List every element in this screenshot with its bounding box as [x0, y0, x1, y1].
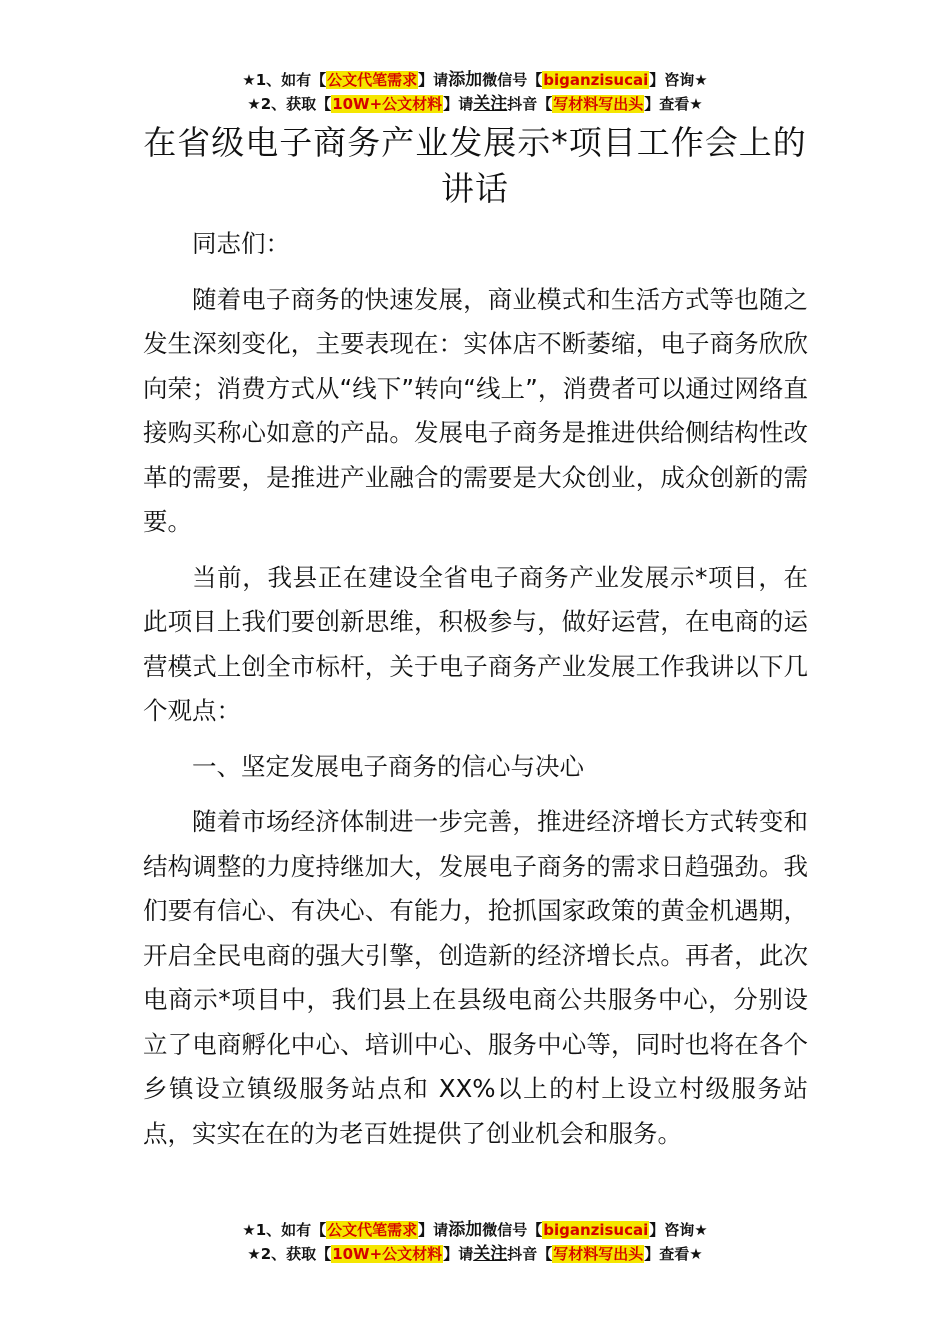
banner-line-2	[0, 92, 950, 116]
banner-text: 】查看★	[644, 1245, 703, 1263]
banner-text: 抖音【	[507, 1245, 553, 1263]
banner-highlight: 公文代笔需求	[327, 71, 418, 89]
banner-text: ★1、如有【	[242, 1221, 327, 1239]
banner-text: 】咨询★	[649, 71, 708, 89]
banner-emphasis: 添加	[448, 1220, 483, 1240]
banner-text: 】请	[418, 1221, 449, 1239]
title-line-1: 在省级电子商务产业发展示*项目工作会上的	[143, 123, 807, 162]
section-heading: 一、坚定发展电子商务的信心与决心	[192, 751, 584, 781]
banner-line-1	[0, 1218, 950, 1242]
banner-text: 抖音【	[507, 95, 553, 113]
banner-text: ★1、如有【	[242, 71, 327, 89]
paragraph: 当前，我县正在建设全省电子商务产业发展示*项目，在此项目上我们要创新思维，积极参与，做好运营，在电商的运营模式上创全市标杆，关于电子商务产业发展工作我讲以下几个观点：	[143, 562, 808, 725]
title-line-2: 讲话	[441, 169, 509, 208]
bottom-banner	[0, 1218, 950, 1266]
document-body	[143, 222, 808, 1156]
banner-text: ★2、获取【	[247, 95, 332, 113]
banner-emphasis: 关注	[473, 94, 508, 114]
banner-text: 】请	[443, 1245, 474, 1263]
salutation: 同志们：	[192, 229, 290, 258]
banner-highlight: biganzisucai	[543, 1221, 649, 1239]
banner-text: 】请	[443, 95, 474, 113]
banner-text: 微信号【	[482, 71, 543, 89]
banner-text: 】请	[418, 71, 449, 89]
banner-highlight: 10W+公文材料	[332, 1245, 443, 1263]
banner-highlight: 写材料写出头	[553, 1245, 644, 1263]
banner-highlight: 写材料写出头	[553, 95, 644, 113]
paragraph: 随着电子商务的快速发展，商业模式和生活方式等也随之发生深刻变化，主要表现在：实体店不断萎缩，电子商务欣欣向荣；消费方式从“线下”转向“线上”，消费者可以通过网络直接购买称心如意的产品。发展电子商务是推进供给侧结构性改革的需要，是推进产业融合的需要是大众创业，成众创新的需要。	[143, 284, 808, 536]
banner-emphasis: 添加	[448, 70, 483, 90]
banner-emphasis: 关注	[473, 1244, 508, 1264]
banner-highlight: 公文代笔需求	[327, 1221, 418, 1239]
banner-text: 微信号【	[482, 1221, 543, 1239]
banner-highlight: biganzisucai	[543, 71, 649, 89]
banner-line-2	[0, 1242, 950, 1266]
banner-text: ★2、获取【	[247, 1245, 332, 1263]
banner-text: 】查看★	[644, 95, 703, 113]
document-title	[100, 120, 850, 212]
paragraph: 随着市场经济体制进一步完善，推进经济增长方式转变和结构调整的力度持继加大，发展电子商务的需求日趋强劲。我们要有信心、有决心、有能力，抢抓国家政策的黄金机遇期，开启全民电商的强大引擎，创造新的经济增长点。再者，此次电商示*项目中，我们县上在县级电商公共服务中心，分别设立了电商孵化中心、培训中心、服务中心等，同时也将在各个乡镇设立镇级服务站点和 XX%以上的村上设立村级服务站点，实实在在的为老百姓提供了创业机会和服务。	[143, 807, 808, 1148]
banner-line-1	[0, 68, 950, 92]
top-banner	[0, 68, 950, 116]
banner-text: 】咨询★	[649, 1221, 708, 1239]
banner-highlight: 10W+公文材料	[332, 95, 443, 113]
